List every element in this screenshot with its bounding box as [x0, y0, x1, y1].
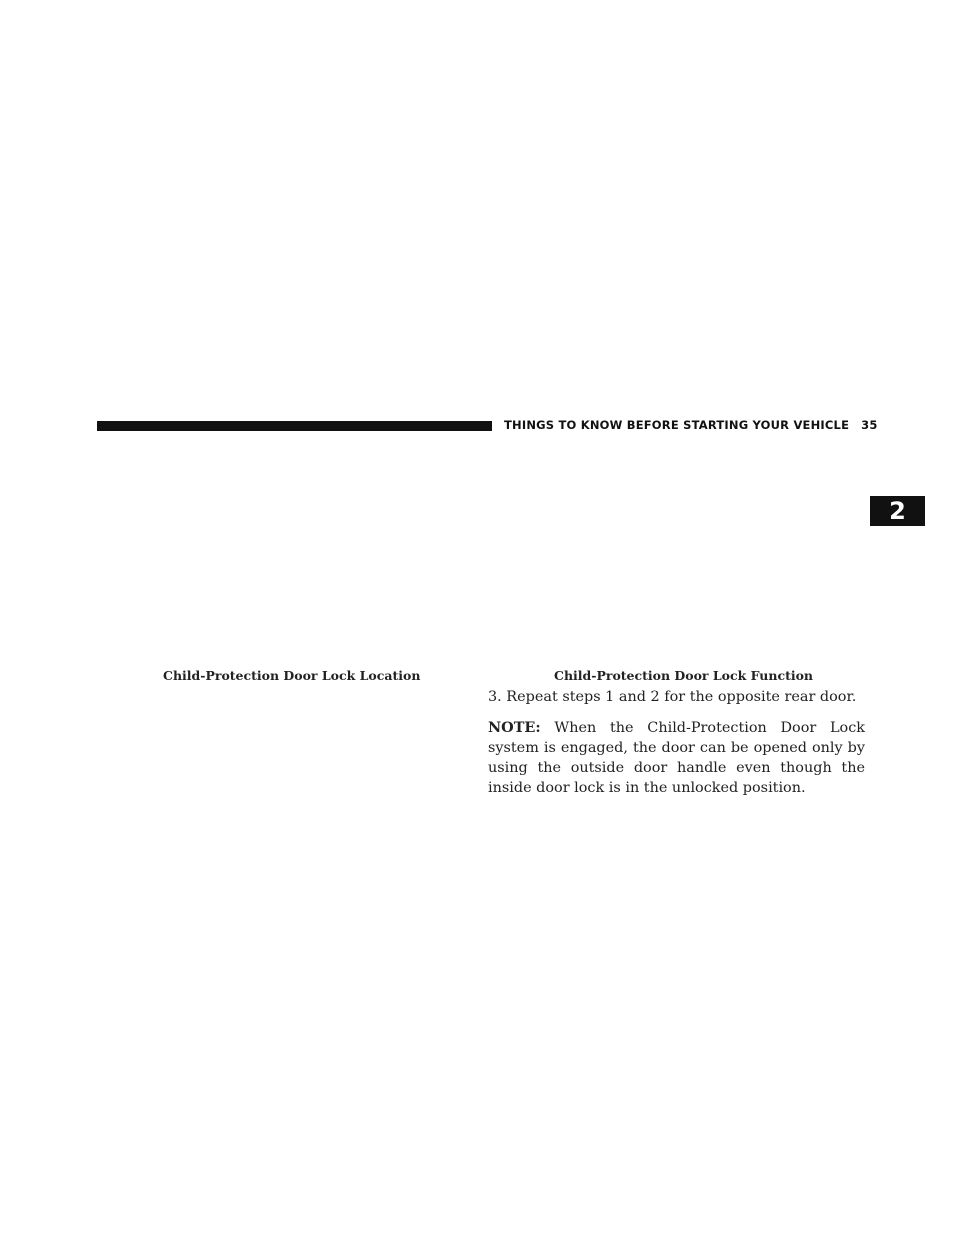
- note-text: When the Child-Protection Door Lock system is engaged, the door can be opened only by using the outside door handle even though the inside door lock is in the unlocked position.: [488, 720, 865, 796]
- running-header: [504, 418, 878, 432]
- figure-caption-location: Child-Protection Door Lock Location: [163, 668, 421, 683]
- figure-caption-function: Child-Protection Door Lock Function: [554, 668, 814, 683]
- page-number: 35: [861, 418, 878, 432]
- note-label: NOTE:: [488, 719, 541, 736]
- note-paragraph: [488, 718, 865, 798]
- header-rule: [97, 421, 492, 431]
- section-title: THINGS TO KNOW BEFORE STARTING YOUR VEHICLE: [504, 418, 850, 432]
- chapter-tab: 2: [870, 496, 925, 526]
- step-3-text: 3. Repeat steps 1 and 2 for the opposite rear door.: [488, 689, 857, 705]
